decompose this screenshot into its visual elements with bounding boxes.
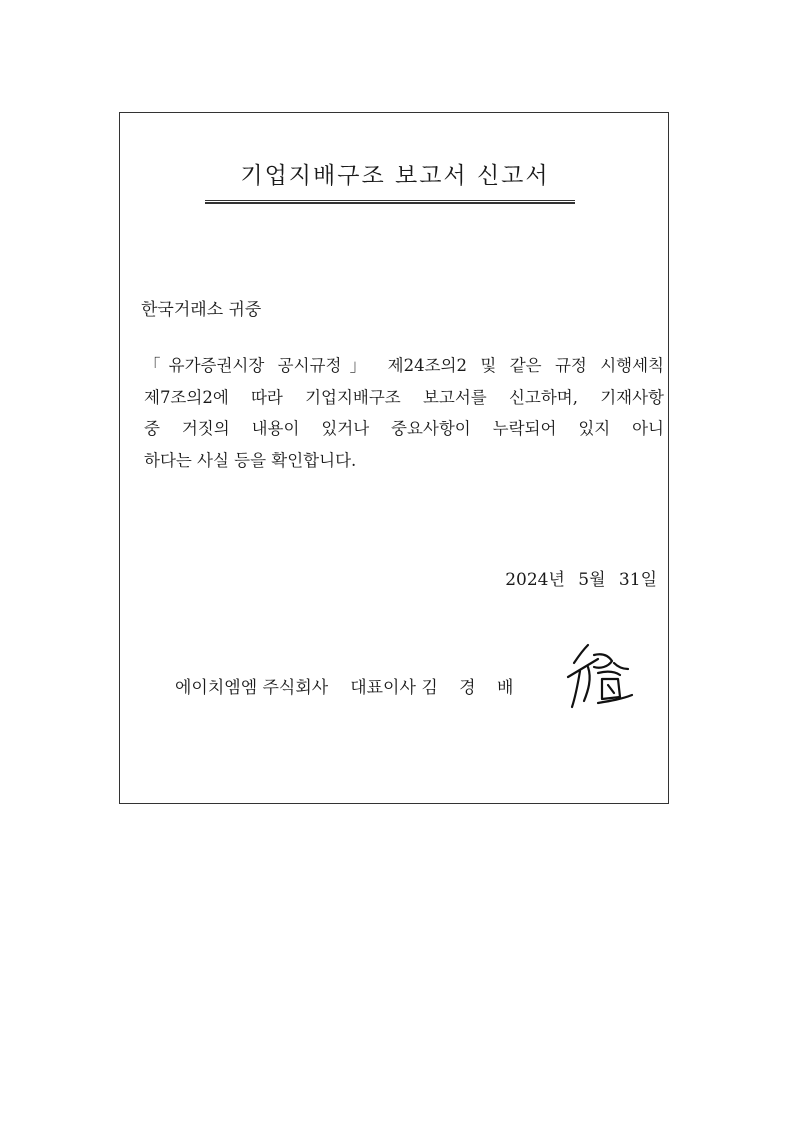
representative-title: 대표이사 <box>350 678 416 698</box>
document-frame <box>119 112 669 804</box>
body-line-4: 하다는 사실 등을 확인합니다. <box>144 450 357 470</box>
body-line-3: 중 거짓의 내용이 있거나 중요사항이 누락되어 있지 아니 <box>144 419 664 438</box>
signatory-line <box>175 673 521 698</box>
document-date: 2024년 5월 31일 <box>505 570 657 590</box>
body-line-1: 「유가증권시장 공시규정」 제24조의2 및 같은 규정 시행세칙 <box>144 356 664 375</box>
representative-name: 김 경 배 <box>421 678 522 698</box>
company-name: 에이치엠엠 주식회사 <box>175 678 329 698</box>
title-underline <box>205 200 575 204</box>
declaration-body <box>144 350 664 476</box>
body-line-2: 제7조의2에 따라 기업지배구조 보고서를 신고하며, 기재사항 <box>144 387 664 407</box>
recipient: 한국거래소 귀중 <box>141 300 262 320</box>
document-title: 기업지배구조 보고서 신고서 <box>240 163 550 189</box>
signature-icon <box>558 641 638 711</box>
handwritten-signature <box>558 641 638 711</box>
